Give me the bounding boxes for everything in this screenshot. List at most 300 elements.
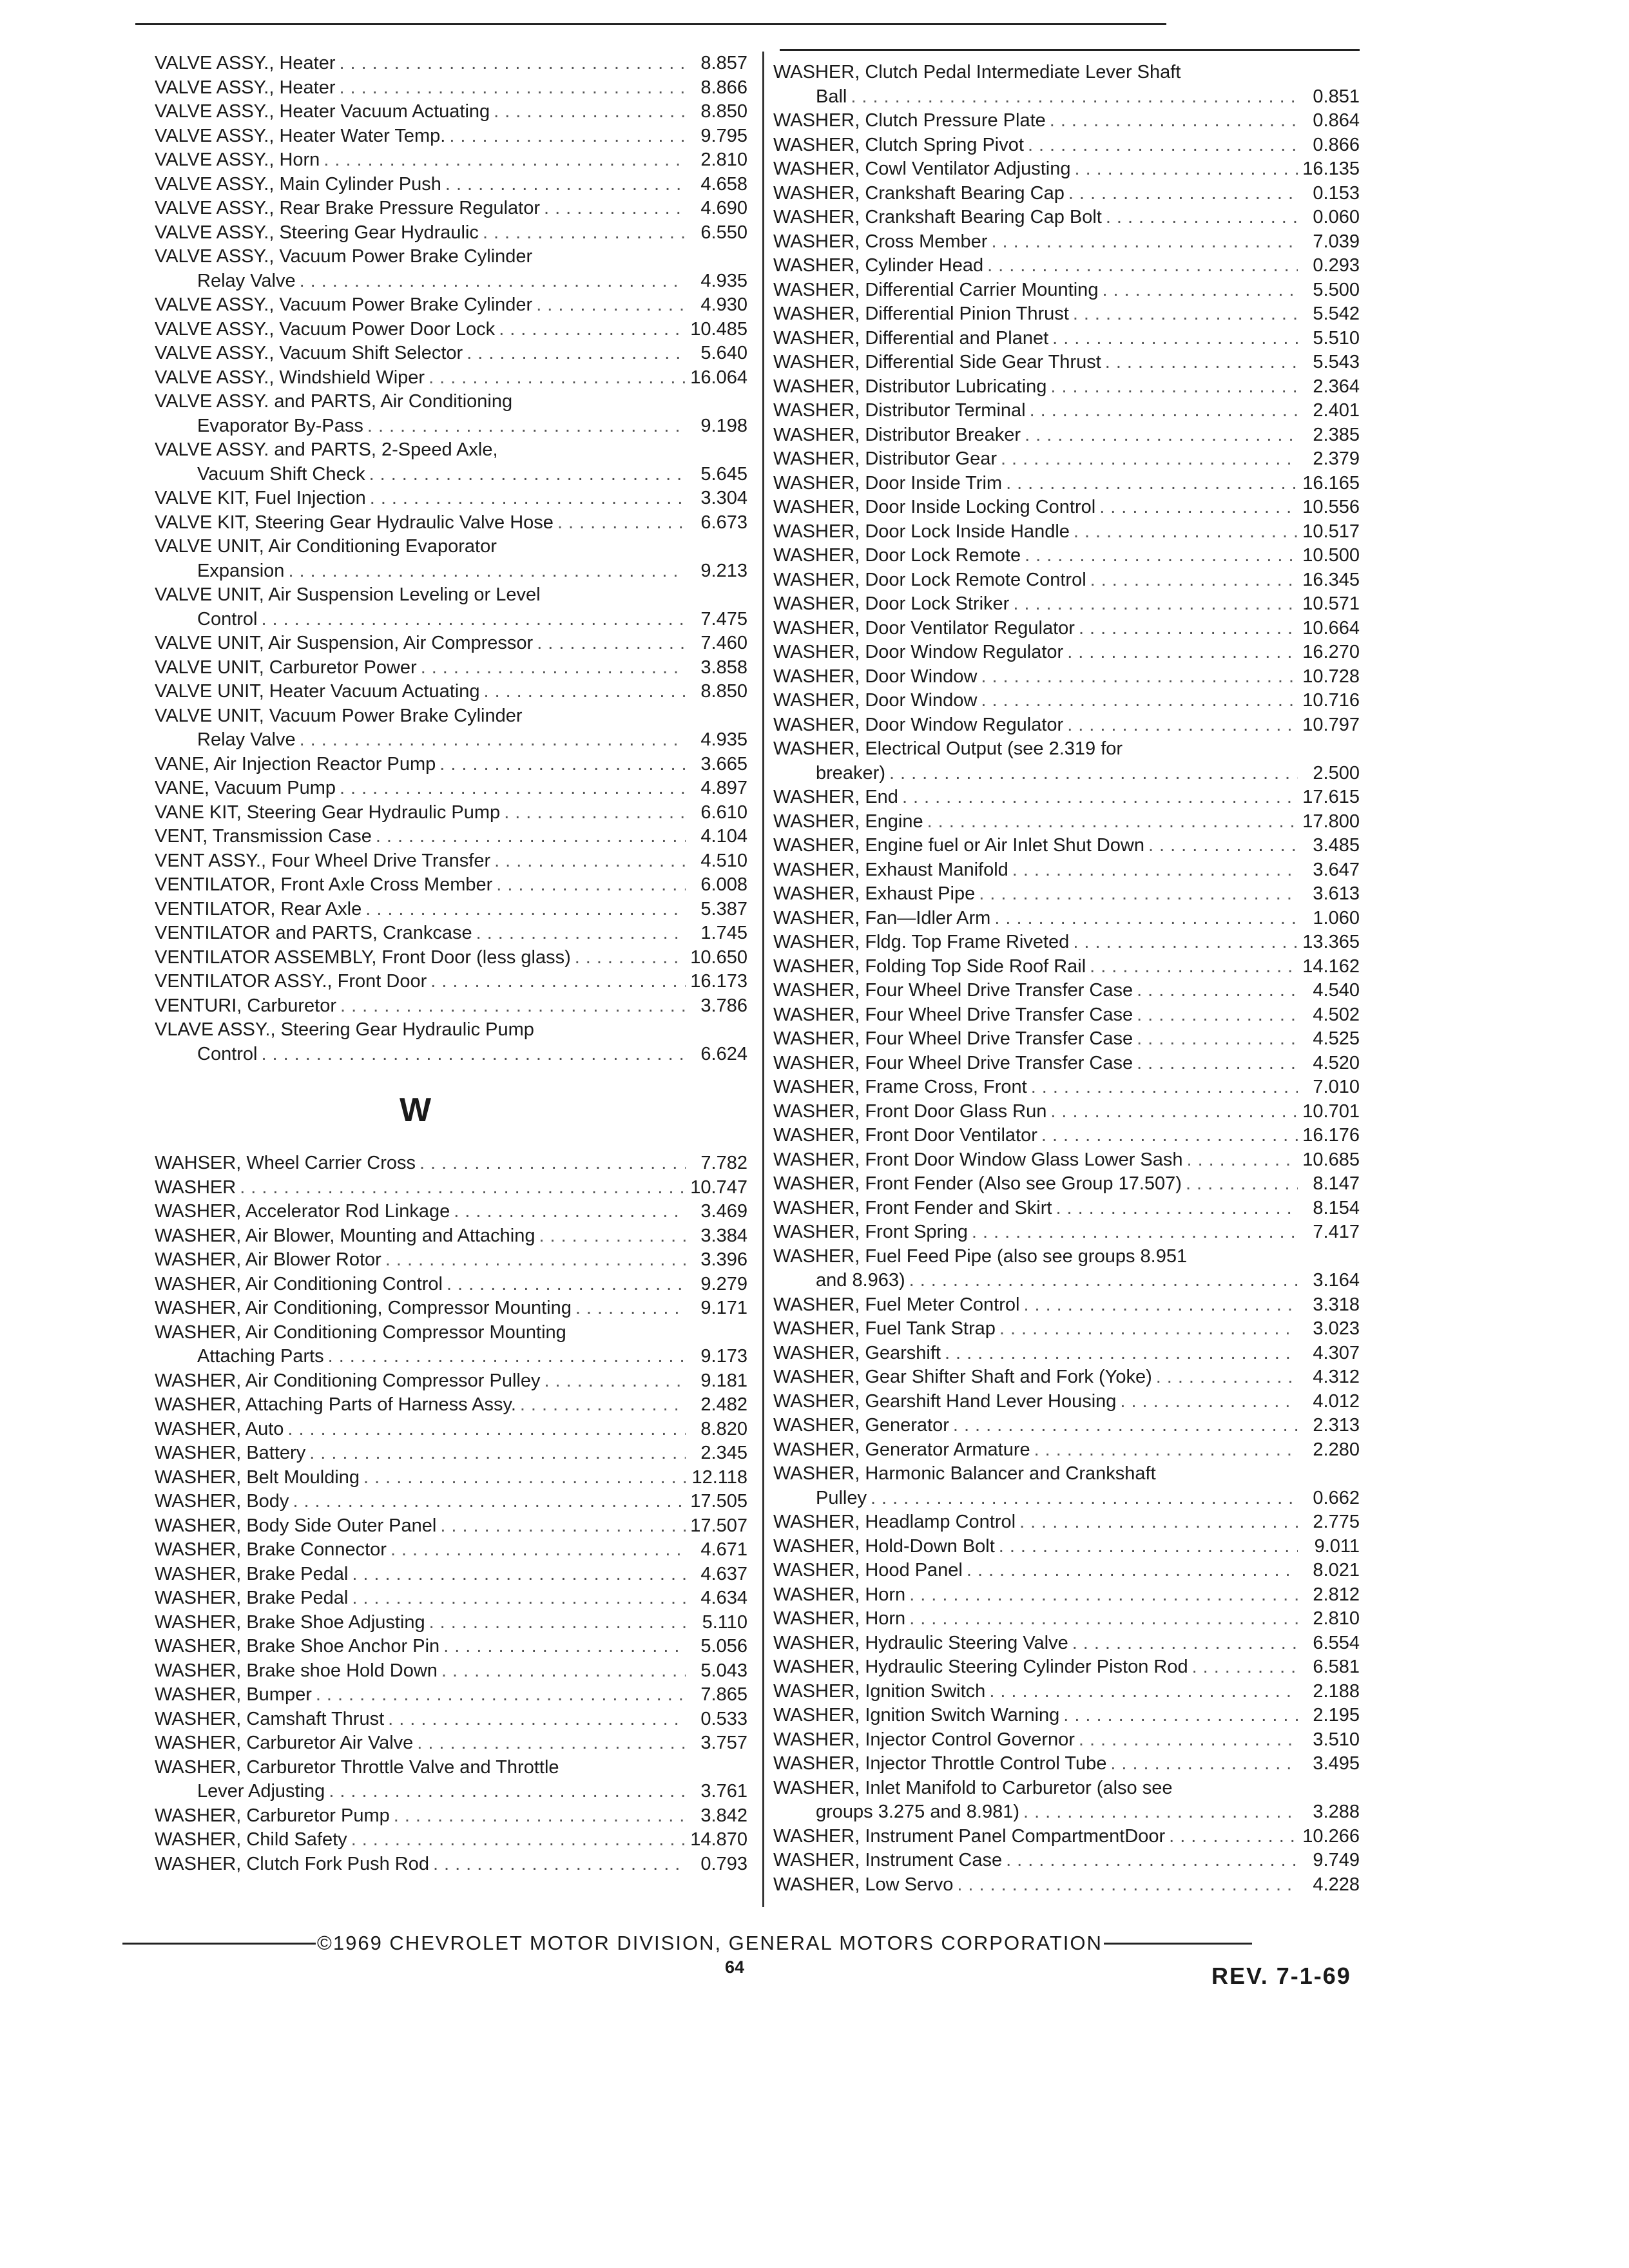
dot-leader — [1023, 1800, 1298, 1825]
entry-page-number: 3.665 — [700, 753, 747, 774]
entry-page-number: 10.266 — [1302, 1825, 1360, 1847]
index-entry — [155, 1441, 747, 1466]
dot-leader — [1106, 206, 1298, 230]
index-entry — [773, 61, 1360, 109]
entry-page-number: 3.495 — [1313, 1753, 1360, 1774]
dot-leader — [981, 689, 1298, 713]
entry-title: WASHER, Low Servo — [773, 1874, 954, 1895]
entry-page-number: 7.460 — [700, 633, 747, 653]
dot-leader — [433, 1852, 686, 1877]
index-entry — [155, 1418, 747, 1442]
entry-title: WASHER, Door Lock Remote Control — [773, 569, 1086, 590]
index-entry — [773, 1680, 1360, 1704]
dot-leader — [544, 197, 686, 221]
entry-title: VALVE ASSY., Horn — [155, 149, 320, 170]
index-entry — [155, 656, 747, 680]
dot-leader — [979, 882, 1298, 907]
entry-title: WASHER, Door Ventilator Regulator — [773, 617, 1075, 639]
entry-title: WASHER, Hydraulic Steering Valve — [773, 1632, 1068, 1653]
index-entry — [155, 486, 747, 511]
index-entry — [155, 753, 747, 777]
index-entry — [773, 568, 1360, 593]
entry-page-number: 5.043 — [700, 1660, 747, 1681]
entry-page-number: 5.542 — [1313, 303, 1360, 324]
dot-leader — [1072, 1631, 1298, 1656]
entry-title: WASHER, Door Window Regulator — [773, 714, 1064, 735]
entry-title: WASHER, Fldg. Top Frame Riveted — [773, 932, 1070, 952]
entry-title: WASHER, Fan—Idler Arm — [773, 907, 991, 928]
index-entry — [773, 1052, 1360, 1076]
entry-title: VALVE ASSY., Rear Brake Pressure Regulator — [155, 198, 541, 218]
dot-leader — [889, 762, 1298, 786]
dot-leader — [494, 849, 686, 874]
dot-leader — [494, 100, 686, 124]
entry-page-number: 9.795 — [700, 125, 747, 146]
dot-leader — [1079, 1728, 1298, 1753]
entry-page-number: 6.673 — [700, 512, 747, 533]
dot-leader — [1006, 472, 1298, 496]
entry-page-number: 8.154 — [1313, 1197, 1360, 1218]
dot-leader — [352, 1562, 686, 1587]
dot-leader — [476, 921, 686, 946]
entry-title: WASHER, Engine — [773, 811, 923, 832]
index-entry — [773, 617, 1360, 641]
index-entry — [773, 1196, 1360, 1221]
index-entry — [773, 375, 1360, 399]
column-divider — [762, 52, 764, 1907]
entry-title: WASHER, Door Inside Trim — [773, 472, 1003, 494]
dot-leader — [1075, 157, 1298, 182]
index-entry — [155, 52, 747, 76]
entry-title: WASHER, Crankshaft Bearing Cap — [773, 182, 1065, 204]
entry-page-number: 10.556 — [1302, 497, 1360, 517]
entry-page-number: 0.851 — [1313, 86, 1360, 107]
dot-leader — [1031, 1075, 1298, 1100]
entry-page-number: 3.647 — [1313, 859, 1360, 880]
index-entry — [773, 592, 1360, 617]
entry-page-number: 10.797 — [1302, 714, 1360, 735]
entry-page-number: 4.510 — [700, 850, 747, 871]
entry-title: WASHER, Folding Top Side Roof Rail — [773, 956, 1086, 977]
entry-title: WASHER, Fuel Tank Strap — [773, 1318, 996, 1339]
entry-page-number: 4.312 — [1313, 1367, 1360, 1387]
entry-page-number: 12.118 — [691, 1466, 747, 1488]
entry-title: WASHER, Front Door Window Glass Lower Sash — [773, 1149, 1183, 1170]
entry-page-number: 10.716 — [1302, 690, 1360, 711]
entry-title: WASHER, Differential Side Gear Thrust — [773, 352, 1101, 372]
entry-title: WASHER, Door Lock Striker — [773, 593, 1010, 614]
dot-leader — [1137, 1052, 1298, 1076]
entry-title-continuation: breaker) — [816, 762, 885, 783]
dot-leader — [293, 1490, 686, 1514]
entry-title: WASHER, Door Lock Inside Handle — [773, 521, 1070, 542]
entry-title: WASHER, Instrument Case — [773, 1850, 1003, 1870]
entry-title: WASHER, Body — [155, 1491, 289, 1512]
dot-leader — [429, 1611, 686, 1635]
entry-page-number: 4.930 — [700, 294, 747, 315]
index-entry — [773, 327, 1360, 351]
entry-page-number: 4.012 — [1313, 1390, 1360, 1412]
entry-title-continuation: Pulley — [816, 1487, 867, 1508]
entry-page-number: 7.865 — [700, 1684, 747, 1705]
entry-title: VALVE ASSY. and PARTS, 2-Speed Axle, — [155, 439, 498, 460]
index-entry — [773, 1414, 1360, 1438]
entry-page-number: 3.858 — [700, 657, 747, 678]
dot-leader — [1006, 1849, 1298, 1873]
entry-title: VANE, Vacuum Pump — [155, 778, 336, 798]
footer-rule-left — [122, 1943, 316, 1945]
dot-leader — [288, 559, 686, 584]
dot-leader — [385, 1248, 686, 1273]
entry-page-number: 4.671 — [700, 1539, 747, 1560]
index-entry — [773, 1003, 1360, 1028]
index-entry — [155, 1018, 747, 1066]
dot-leader — [1186, 1172, 1298, 1196]
entry-title: WASHER, Air Blower Rotor — [155, 1249, 381, 1270]
dot-leader — [967, 1559, 1298, 1583]
index-entry — [155, 1659, 747, 1684]
index-entry — [155, 1514, 747, 1539]
index-entry — [155, 898, 747, 922]
entry-title: WASHER, Headlamp Control — [773, 1512, 1016, 1532]
dot-leader — [989, 1680, 1298, 1704]
entry-page-number: 8.820 — [700, 1418, 747, 1439]
index-entry — [773, 109, 1360, 133]
dot-leader — [1137, 979, 1298, 1003]
index-entry — [155, 1852, 747, 1877]
index-entry — [155, 825, 747, 849]
index-entry — [773, 1631, 1360, 1656]
dot-leader — [1023, 1293, 1298, 1318]
entry-page-number: 3.786 — [700, 995, 747, 1016]
entry-page-number: 8.866 — [700, 77, 747, 98]
entry-page-number: 8.850 — [700, 681, 747, 702]
w-entries-list — [155, 1151, 747, 1876]
entry-title: VALVE ASSY., Windshield Wiper — [155, 367, 425, 388]
index-entry — [155, 1611, 747, 1635]
entry-page-number: 2.188 — [1313, 1680, 1360, 1702]
dot-leader — [575, 946, 686, 970]
entry-title: WASHER, Air Conditioning Control — [155, 1273, 443, 1294]
entry-title: VALVE UNIT, Heater Vacuum Actuating — [155, 681, 480, 702]
entry-title: WASHER — [155, 1177, 236, 1198]
entry-title: WASHER, Attaching Parts of Harness Assy. — [155, 1394, 516, 1415]
entry-page-number: 9.279 — [700, 1273, 747, 1294]
entry-title-continuation: Lever Adjusting — [197, 1781, 325, 1802]
entry-title: WASHER, Cylinder Head — [773, 255, 984, 276]
index-entry — [773, 1607, 1360, 1631]
entry-title: WASHER, Door Window — [773, 666, 978, 687]
entry-page-number: 2.364 — [1313, 376, 1360, 397]
entry-page-number: 2.500 — [1313, 762, 1360, 783]
dot-leader — [352, 1586, 686, 1611]
entry-page-number: 8.850 — [700, 101, 747, 122]
index-entry — [773, 1704, 1360, 1728]
entry-title: WASHER, Door Inside Locking Control — [773, 497, 1096, 517]
entry-page-number: 8.147 — [1313, 1173, 1360, 1194]
index-entry — [773, 858, 1360, 883]
index-entry — [155, 1635, 747, 1659]
entry-page-number: 0.293 — [1313, 255, 1360, 276]
entry-page-number: 17.505 — [690, 1491, 747, 1512]
index-entry — [155, 1731, 747, 1756]
entry-title: VENTURI, Carburetor — [155, 995, 337, 1016]
entry-page-number: 16.173 — [690, 971, 747, 992]
index-entry — [773, 1752, 1360, 1776]
dot-leader — [262, 1043, 686, 1067]
entry-title: WASHER, Front Fender and Skirt — [773, 1197, 1052, 1218]
entry-title: WASHER, Generator Armature — [773, 1439, 1030, 1460]
entry-page-number: 6.610 — [700, 802, 747, 823]
entry-page-number: 4.520 — [1313, 1052, 1360, 1073]
dot-leader — [1102, 278, 1298, 303]
index-entry — [773, 1559, 1360, 1583]
entry-page-number: 4.637 — [700, 1563, 747, 1584]
index-entry — [773, 1655, 1360, 1680]
dot-leader — [1169, 1825, 1298, 1849]
dot-leader — [1055, 1196, 1298, 1221]
entry-title: VALVE UNIT, Air Suspension, Air Compressor — [155, 633, 534, 653]
right-index-column — [773, 61, 1360, 1897]
entry-page-number: 0.662 — [1313, 1487, 1360, 1508]
index-entry — [155, 946, 747, 970]
dot-leader — [504, 801, 686, 825]
index-entry — [773, 1172, 1360, 1196]
entry-title: WASHER, Air Conditioning, Compressor Mounting — [155, 1298, 572, 1318]
entry-page-number: 2.810 — [1313, 1608, 1360, 1629]
entry-page-number: 2.812 — [1313, 1584, 1360, 1605]
index-entry — [155, 1538, 747, 1562]
entry-title: WASHER, Air Conditioning Compressor Mounting — [155, 1321, 566, 1343]
entry-title: WASHER, Cross Member — [773, 231, 988, 252]
entry-page-number: 4.634 — [700, 1588, 747, 1608]
entry-page-number: 7.039 — [1313, 231, 1360, 252]
dot-leader — [363, 1466, 686, 1490]
entry-title: WASHER, Door Window — [773, 690, 978, 711]
entry-title: WASHER, Carburetor Pump — [155, 1805, 390, 1826]
dot-leader — [1041, 1124, 1298, 1148]
index-entry — [155, 148, 747, 173]
dot-leader — [1090, 955, 1298, 979]
index-entry — [155, 1248, 747, 1273]
dot-leader — [287, 1418, 686, 1442]
dot-leader — [1050, 375, 1298, 399]
entry-title: VALVE ASSY. and PARTS, Air Conditioning — [155, 391, 513, 412]
dot-leader — [909, 1583, 1298, 1608]
right-column-top-rule — [780, 49, 1360, 51]
index-entry — [155, 1176, 747, 1200]
index-entry — [773, 1148, 1360, 1173]
entry-page-number: 3.318 — [1313, 1294, 1360, 1315]
index-entry — [155, 124, 747, 149]
index-entry — [773, 520, 1360, 544]
entry-title: WASHER, Carburetor Air Valve — [155, 1733, 414, 1753]
dot-leader — [439, 753, 686, 777]
dot-leader — [1063, 1704, 1298, 1728]
index-entry — [773, 665, 1360, 689]
index-entry — [773, 495, 1360, 520]
entry-title: VALVE ASSY., Steering Gear Hydraulic — [155, 222, 479, 243]
entry-page-number: 8.857 — [700, 53, 747, 73]
dot-leader — [902, 785, 1298, 810]
entry-page-number: 2.379 — [1313, 448, 1360, 469]
entry-page-number: 5.645 — [700, 463, 747, 485]
index-entry — [155, 1224, 747, 1249]
entry-title: VALVE UNIT, Vacuum Power Brake Cylinder — [155, 705, 523, 726]
index-entry — [155, 1804, 747, 1829]
dot-leader — [1090, 568, 1298, 593]
entry-page-number: 10.747 — [690, 1177, 747, 1198]
entry-page-number: 0.864 — [1313, 110, 1360, 131]
index-entry — [155, 1200, 747, 1224]
entry-title-continuation: Evaporator By-Pass — [197, 415, 363, 436]
dot-leader — [999, 1317, 1298, 1341]
entry-page-number: 6.550 — [700, 222, 747, 243]
dot-leader — [953, 1414, 1298, 1438]
entry-page-number: 4.690 — [700, 198, 747, 218]
index-entry — [773, 472, 1360, 496]
entry-page-number: 10.685 — [1302, 1149, 1360, 1170]
entry-page-number: 4.935 — [700, 270, 747, 291]
dot-leader — [537, 631, 686, 656]
entry-page-number: 6.554 — [1313, 1632, 1360, 1653]
dot-leader — [536, 293, 686, 318]
index-entry — [155, 341, 747, 366]
dot-leader — [1019, 1510, 1298, 1535]
index-entry — [773, 230, 1360, 255]
entry-title: VENT ASSY., Four Wheel Drive Transfer — [155, 850, 491, 871]
entry-title: WASHER, Horn — [773, 1608, 906, 1629]
entry-page-number: 10.650 — [690, 947, 747, 968]
entry-page-number: 3.761 — [700, 1781, 747, 1802]
index-entry — [773, 810, 1360, 834]
entry-title-continuation: Vacuum Shift Check — [197, 463, 365, 485]
entry-page-number: 17.615 — [1302, 787, 1360, 807]
dot-leader — [441, 1659, 686, 1684]
entry-title: WASHER, Front Spring — [773, 1222, 968, 1242]
entry-title: WASHER, Ignition Switch Warning — [773, 1705, 1060, 1725]
entry-title: WASHER, Door Lock Remote — [773, 545, 1021, 566]
index-entry — [773, 930, 1360, 955]
entry-title-continuation: Relay Valve — [197, 270, 296, 291]
entry-page-number: 6.008 — [700, 874, 747, 895]
index-entry — [773, 1293, 1360, 1318]
index-entry — [155, 1321, 747, 1369]
index-entry — [155, 921, 747, 946]
entry-title: VALVE UNIT, Air Conditioning Evaporator — [155, 536, 497, 557]
dot-leader — [1074, 520, 1298, 544]
entry-page-number: 9.749 — [1313, 1850, 1360, 1870]
entry-page-number: 16.064 — [690, 367, 747, 388]
dot-leader — [1110, 1752, 1298, 1776]
index-entry — [773, 544, 1360, 568]
entry-page-number: 13.365 — [1302, 932, 1360, 952]
entry-page-number: 9.213 — [700, 560, 747, 581]
entry-page-number: 2.482 — [700, 1394, 747, 1415]
dot-leader — [981, 665, 1298, 689]
index-entry — [773, 1583, 1360, 1608]
entry-title: VALVE ASSY., Vacuum Power Brake Cylinder — [155, 294, 533, 315]
entry-title: VALVE UNIT, Air Suspension Leveling or Level — [155, 584, 541, 605]
index-entry — [773, 1245, 1360, 1293]
entry-page-number: 14.870 — [690, 1829, 747, 1850]
index-entry — [773, 182, 1360, 206]
entry-page-number: 10.485 — [690, 318, 747, 340]
entry-page-number: 2.385 — [1313, 424, 1360, 445]
dot-leader — [994, 907, 1298, 931]
dot-leader — [1052, 327, 1298, 351]
dot-leader — [1030, 399, 1298, 423]
dot-leader — [1028, 133, 1298, 158]
dot-leader — [328, 1345, 686, 1369]
index-entry — [155, 245, 747, 293]
entry-title: WASHER, Fuel Feed Pipe (also see groups 8.951 — [773, 1245, 1188, 1267]
entry-title: WASHER, Auto — [155, 1418, 284, 1439]
index-entry — [773, 979, 1360, 1003]
entry-page-number: 7.010 — [1313, 1077, 1360, 1097]
dot-leader — [440, 1514, 686, 1539]
entry-title: WASHER, Brake Pedal — [155, 1563, 349, 1584]
entry-title: WASHER, Electrical Output (see 2.319 for — [773, 738, 1123, 759]
entry-page-number: 3.757 — [700, 1733, 747, 1753]
entry-title: WASHER, Fuel Meter Control — [773, 1294, 1020, 1315]
dot-leader — [1148, 834, 1298, 858]
index-entry — [155, 390, 747, 438]
v-entries-list — [155, 52, 747, 1066]
entry-page-number: 5.387 — [700, 898, 747, 919]
entry-title: WASHER, Camshaft Thrust — [155, 1708, 385, 1729]
dot-leader — [454, 1200, 686, 1224]
entry-page-number: 10.701 — [1302, 1100, 1360, 1122]
entry-page-number: 5.500 — [1313, 279, 1360, 300]
entry-title-continuation: groups 3.275 and 8.981) — [816, 1802, 1020, 1822]
index-entry — [773, 1728, 1360, 1753]
entry-title: WASHER, Hold-Down Bolt — [773, 1535, 995, 1557]
entry-title: WASHER, Gearshift — [773, 1342, 941, 1363]
entry-page-number: 6.624 — [700, 1043, 747, 1064]
entry-page-number: 5.510 — [1313, 327, 1360, 349]
entry-page-number: 7.782 — [700, 1153, 747, 1173]
dot-leader — [449, 124, 686, 149]
entry-title: WASHER, Instrument Panel CompartmentDoor — [773, 1825, 1166, 1847]
index-entry — [155, 76, 747, 101]
entry-title: WASHER, Horn — [773, 1584, 906, 1605]
index-entry — [773, 206, 1360, 230]
entry-title: WASHER, Cowl Ventilator Adjusting — [773, 159, 1071, 179]
entry-title: WASHER, Body Side Outer Panel — [155, 1515, 437, 1536]
entry-title: WASHER, Clutch Pedal Intermediate Lever Shaft — [773, 62, 1181, 82]
index-entry — [155, 1828, 747, 1852]
index-entry — [773, 133, 1360, 158]
entry-page-number: 10.664 — [1302, 617, 1360, 639]
index-entry — [773, 882, 1360, 907]
entry-title-continuation: Relay Valve — [197, 729, 296, 750]
entry-title: WASHER, Distributor Lubricating — [773, 376, 1047, 397]
dot-leader — [972, 1220, 1298, 1245]
index-entry — [155, 197, 747, 221]
entry-page-number: 2.810 — [700, 149, 747, 170]
dot-leader — [309, 1441, 686, 1466]
entry-page-number: 10.571 — [1302, 593, 1360, 614]
entry-page-number: 3.842 — [700, 1805, 747, 1826]
entry-page-number: 9.173 — [700, 1346, 747, 1367]
entry-title: WASHER, Front Door Glass Run — [773, 1100, 1047, 1122]
dot-leader — [539, 1224, 686, 1249]
dot-leader — [447, 1273, 686, 1297]
entry-page-number: 5.543 — [1313, 352, 1360, 372]
top-rule — [135, 23, 1166, 25]
entry-title: WASHER, Brake Pedal — [155, 1588, 349, 1608]
